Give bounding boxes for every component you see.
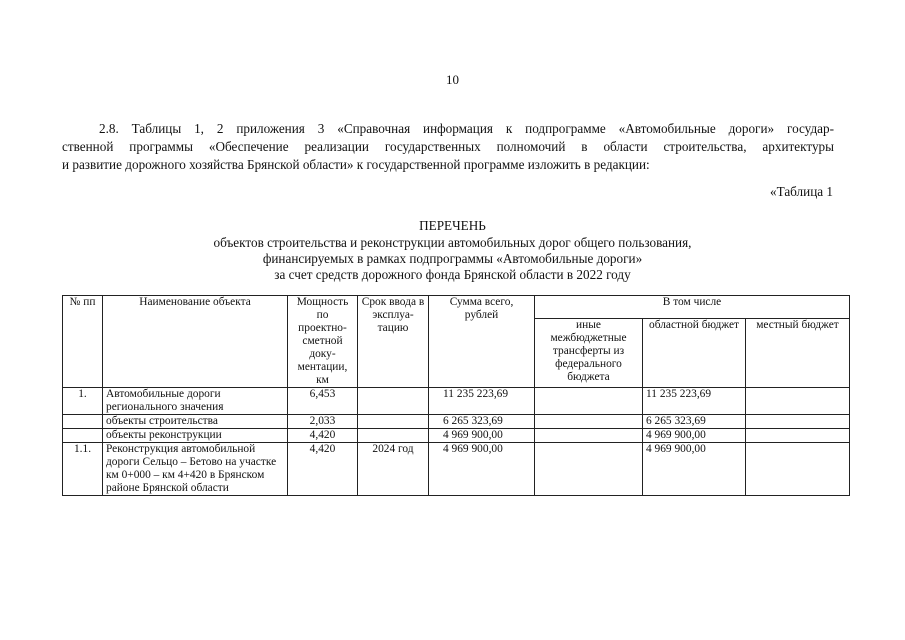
cell-federal xyxy=(535,443,643,496)
cell-regional: 6 265 323,69 xyxy=(643,415,746,429)
cell-federal xyxy=(535,415,643,429)
cell-num: 1.1. xyxy=(63,443,103,496)
header-row-1 xyxy=(63,296,850,319)
cell-local xyxy=(746,429,850,443)
cell-power: 4,420 xyxy=(288,429,358,443)
cell-sum: 4 969 900,00 xyxy=(429,429,535,443)
paragraph-line-2: ственной программы «Обеспечение реализации государственных полномочий в области строительства, архитектуры xyxy=(62,139,834,154)
subtitle-line-1: объектов строительства и реконструкции автомобильных дорог общего пользования, xyxy=(213,235,692,250)
table-reference: «Таблица 1 xyxy=(770,184,833,199)
document-heading: ПЕРЕЧЕНЬ xyxy=(419,218,486,233)
header-regional: областной бюджет xyxy=(643,319,746,388)
paragraph-line-1: 2.8. Таблицы 1, 2 приложения 3 «Справочная информация к подпрограмме «Автомобильные дороги» государ- xyxy=(99,121,834,136)
cell-regional: 4 969 900,00 xyxy=(643,443,746,496)
subtitle-line-3: за счет средств дорожного фонда Брянской области в 2022 году xyxy=(274,267,631,282)
cell-regional: 11 235 223,69 xyxy=(643,388,746,415)
cell-num xyxy=(63,415,103,429)
paragraph-line-3: и развитие дорожного хозяйства Брянской области» к государственной программе изложить в редакции: xyxy=(62,157,650,172)
cell-sum: 11 235 223,69 xyxy=(429,388,535,415)
cell-power: 2,033 xyxy=(288,415,358,429)
cell-name: Автомобильные дороги регионального значения xyxy=(103,388,288,415)
cell-term xyxy=(358,429,429,443)
header-term: Срок ввода в эксплуа-тацию xyxy=(358,296,429,388)
cell-federal xyxy=(535,388,643,415)
cell-sum: 4 969 900,00 xyxy=(429,443,535,496)
cell-federal xyxy=(535,429,643,443)
cell-sum: 6 265 323,69 xyxy=(429,415,535,429)
cell-regional: 4 969 900,00 xyxy=(643,429,746,443)
page-number: 10 xyxy=(446,72,459,87)
table-row xyxy=(63,388,850,415)
header-including: В том числе xyxy=(535,296,850,319)
table-row xyxy=(63,415,850,429)
cell-power: 6,453 xyxy=(288,388,358,415)
cell-local xyxy=(746,443,850,496)
cell-num xyxy=(63,429,103,443)
cell-num: 1. xyxy=(63,388,103,415)
objects-table xyxy=(62,295,850,496)
header-sum: Сумма всего, рублей xyxy=(429,296,535,388)
header-local: местный бюджет xyxy=(746,319,850,388)
cell-name: объекты реконструкции xyxy=(103,429,288,443)
table-row xyxy=(63,429,850,443)
cell-name: Реконструкция автомобильной дороги Сельцо – Бетово на участке км 0+000 – км 4+420 в Брянском районе Брянской области xyxy=(103,443,288,496)
cell-term xyxy=(358,415,429,429)
table-row xyxy=(63,443,850,496)
cell-name: объекты строительства xyxy=(103,415,288,429)
cell-local xyxy=(746,388,850,415)
cell-term: 2024 год xyxy=(358,443,429,496)
header-power: Мощность по проектно-сметной доку-ментации, км xyxy=(288,296,358,388)
header-name: Наименование объекта xyxy=(103,296,288,388)
cell-term xyxy=(358,388,429,415)
header-federal: иные межбюджетные трансферты из федерального бюджета xyxy=(535,319,643,388)
subtitle-line-2: финансируемых в рамках подпрограммы «Автомобильные дороги» xyxy=(262,251,643,266)
header-num: № пп xyxy=(63,296,103,388)
cell-local xyxy=(746,415,850,429)
cell-power: 4,420 xyxy=(288,443,358,496)
